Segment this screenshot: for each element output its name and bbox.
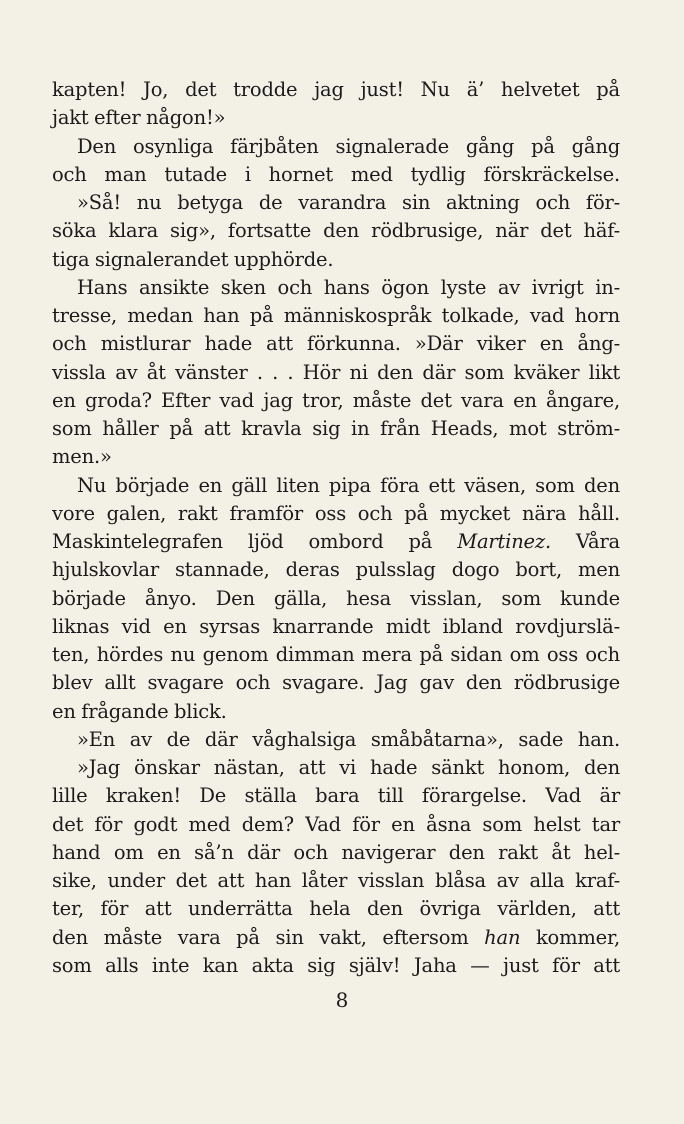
text-line: vissla av åt vänster . . . Hör ni den där som kväker likt xyxy=(52,360,620,384)
page-number: 8 xyxy=(335,988,349,1012)
text-line: ter, för att underrätta hela den övriga världen, att xyxy=(52,897,620,921)
text-line: som håller på att kravla sig in från Heads, mot ström- xyxy=(52,417,620,440)
text-line: tiga signalerandet upphörde. xyxy=(52,247,334,271)
text-line: hand om en så’n där och navigerar den rakt åt hel- xyxy=(52,840,620,864)
text-line: började ånyo. Den gälla, hesa visslan, som kunde xyxy=(52,586,620,610)
book-page-text xyxy=(52,76,620,980)
text-line: liknas vid en syrsas knarrande midt ibland rovdjurslä- xyxy=(52,614,620,638)
text-line: söka klara sig», fortsatte den rödbrusige, när det häf- xyxy=(52,219,620,243)
text-line: jakt efter någon!» xyxy=(52,106,226,130)
text-run: Maskintelegrafen ljöd ombord på xyxy=(52,530,458,553)
text-line: ten, hördes nu genom dimman mera på sidan om oss och xyxy=(52,643,620,666)
text-line: och man tutade i hornet med tydlig förskräckelse. xyxy=(52,162,620,186)
text-line: Hans ansikte sken och hans ögon lyste av ivrigt in- xyxy=(77,275,620,299)
text-line: »Jag önskar nästan, att vi hade sänkt honom, den xyxy=(77,756,620,779)
ship-name-italic: Martinez. xyxy=(457,530,551,553)
text-line: kapten! Jo, det trodde jag just! Nu ä’ helvetet på xyxy=(52,78,620,101)
text-line: hjulskovlar stannade, deras pulsslag dogo bort, men xyxy=(52,558,620,582)
text-line: sike, under det att han låter visslan blåsa av alla kraf- xyxy=(52,869,620,892)
emphasis-italic: han xyxy=(484,925,521,949)
text-line: en groda? Efter vad jag tror, måste det vara en ångare, xyxy=(52,388,620,412)
text-line: vore galen, rakt framför oss och på mycket nära håll. xyxy=(52,501,620,525)
text-run: den måste vara på sin vakt, eftersom xyxy=(52,925,485,949)
text-line: och mistlurar hade att förkunna. »Där viker en ång- xyxy=(52,332,620,356)
text-line: blev allt svagare och svagare. Jag gav den rödbrusige xyxy=(52,671,620,695)
text-line: »Så! nu betyga de varandra sin aktning och för- xyxy=(77,191,620,214)
text-run: Våra xyxy=(550,530,620,553)
text-line xyxy=(52,528,620,556)
text-line: tresse, medan han på människospråk tolkade, vad horn xyxy=(52,304,620,327)
text-line: lille kraken! De ställa bara till förargelse. Vad är xyxy=(52,784,620,808)
text-run: kommer, xyxy=(520,925,620,949)
text-line: Den osynliga färjbåten signalerade gång på gång xyxy=(77,134,620,158)
text-line: som alls inte kan akta sig själv! Jaha — just för att xyxy=(52,953,620,977)
text-line: en frågande blick. xyxy=(52,699,227,723)
text-line: Nu började en gäll liten pipa föra ett väsen, som den xyxy=(77,473,620,497)
text-line: »En av de där våghalsiga småbåtarna», sade han. xyxy=(77,727,620,751)
text-line: det för godt med dem? Vad för en åsna som helst tar xyxy=(52,812,620,836)
text-line: men.» xyxy=(52,445,112,469)
text-line xyxy=(52,924,620,952)
